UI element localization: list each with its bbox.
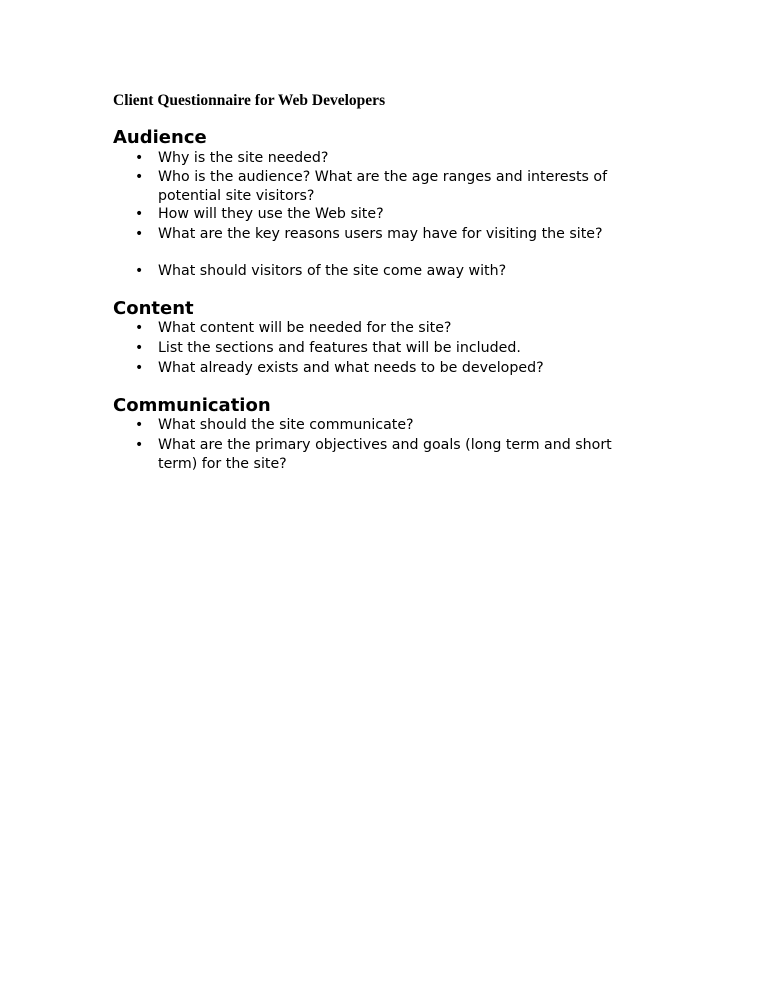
list-item-text: List the sections and features that will be included. (158, 340, 521, 356)
section-heading-audience: Audience (113, 127, 207, 148)
list-item-text: Who is the audience? What are the age ranges and interests of potential site visitors? (158, 169, 608, 204)
bullet-icon: • (135, 263, 144, 279)
list-item-text: What content will be needed for the site? (158, 320, 452, 336)
list-item-text: What are the primary objectives and goals (long term and short term) for the site? (158, 437, 612, 472)
list-item (135, 339, 655, 358)
list-item (135, 359, 655, 378)
list-item-text: What are the key reasons users may have for visiting the site? (158, 226, 603, 242)
bullet-icon: • (135, 226, 144, 242)
document-title: Client Questionnaire for Web Developers (113, 92, 386, 109)
bullet-icon: • (135, 437, 144, 453)
list-item-text: Why is the site needed? (158, 150, 329, 166)
list-item (135, 319, 655, 338)
list-item (135, 416, 655, 435)
bullet-icon: • (135, 340, 144, 356)
section-heading-content: Content (113, 298, 194, 319)
list-item-text: How will they use the Web site? (158, 206, 384, 222)
list-item-text: What should the site communicate? (158, 417, 414, 433)
section-heading-communication: Communication (113, 395, 271, 416)
list-item (135, 436, 655, 473)
bullet-icon: • (135, 150, 144, 166)
bullet-icon: • (135, 169, 144, 185)
list-item-text: What should visitors of the site come away with? (158, 263, 507, 279)
list-item (135, 149, 655, 168)
list-item (135, 262, 655, 281)
list-item (135, 205, 655, 224)
bullet-icon: • (135, 417, 144, 433)
bullet-icon: • (135, 320, 144, 336)
list-item (135, 225, 655, 244)
bullet-icon: • (135, 360, 144, 376)
list-item-text: What already exists and what needs to be developed? (158, 360, 544, 376)
list-item (135, 168, 655, 205)
bullet-icon: • (135, 206, 144, 222)
